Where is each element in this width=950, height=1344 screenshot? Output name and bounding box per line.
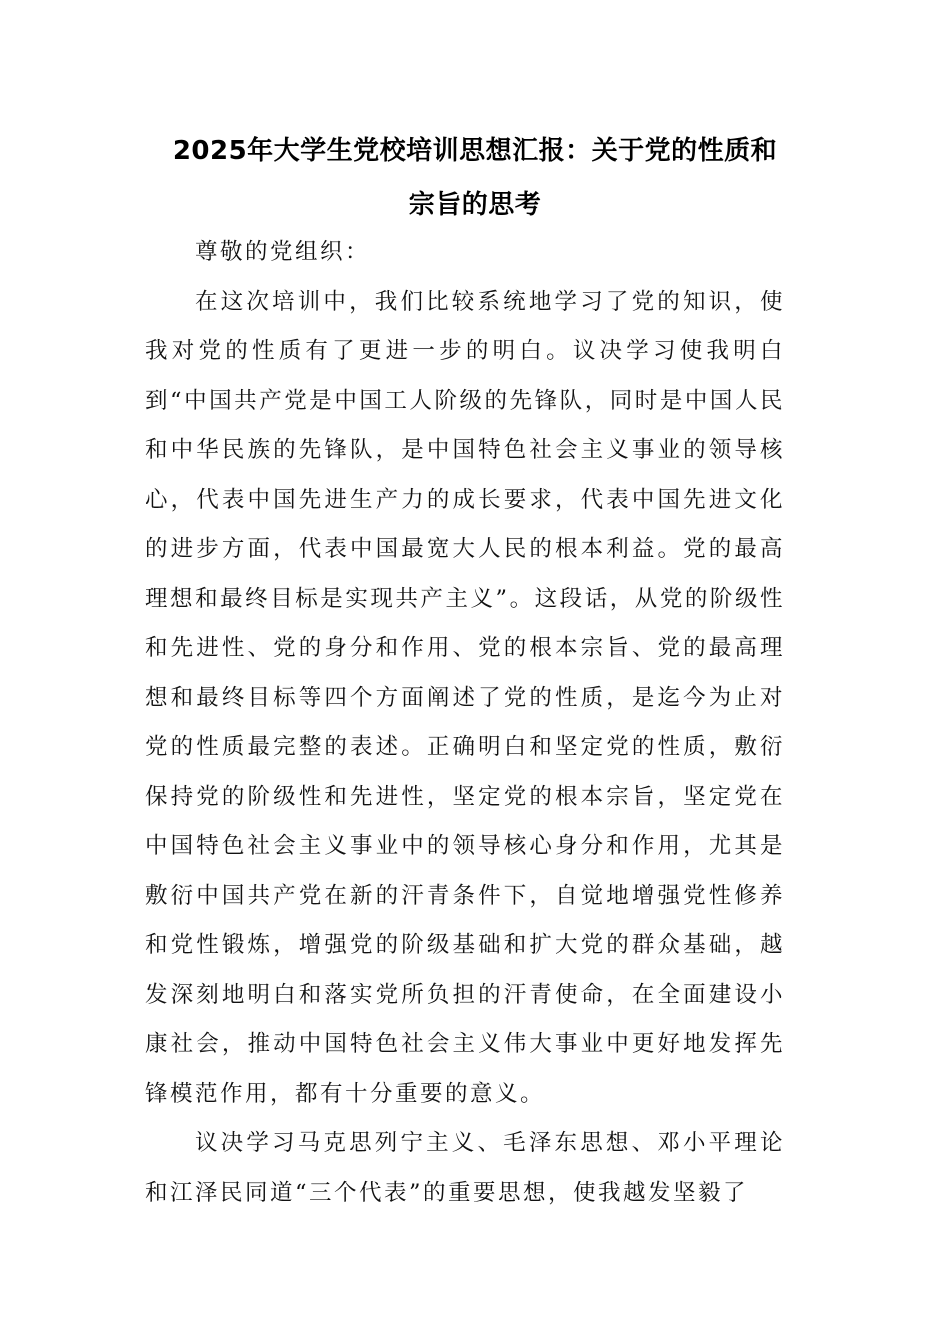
paragraph-1: 在这次培训中，我们比较系统地学习了党的知识，使我对党的性质有了更进一步的明白。议决学习使我明白到“中国共产党是中国工人阶级的先锋队，同时是中国人民和中华民族的先锋队，是中国特色社会主义事业的领导核心，代表中国先进生产力的成长要求，代表中国先进文化的进步方面，代表中国最宽大人民的根本利益。党的最高理想和最终目标是实现共产主义”。这段话，从党的阶级性和先进性、党的身分和作用、党的根本宗旨、党的最高理想和最终目标等四个方面阐述了党的性质，是迄今为止对党的性质最完整的表述。正确明白和坚定党的性质，敷衍保持党的阶级性和先进性，坚定党的根本宗旨，坚定党在中国特色社会主义事业中的领导核心身分和作用，尤其是敷衍中国共产党在新的汗青条件下，自觉地增强党性修养和党性锻炼，增强党的阶级基础和扩大党的群众基础，越发深刻地明白和落实党所负担的汗青使命，在全面建设小康社会，推动中国特色社会主义伟大事业中更好地发挥先锋模范作用，都有十分重要的意义。 (145, 288, 785, 1107)
salutation: 尊敬的党组织： (195, 239, 371, 265)
title-line-2: 宗旨的思考 (408, 190, 542, 220)
paragraph-2: 议决学习马克思列宁主义、毛泽东思想、邓小平理论和江泽民同道“三个代表”的重要思想，使我越发坚毅了 (145, 1130, 785, 1206)
document-title (145, 124, 805, 232)
title-line-1: 2025年大学生党校培训思想汇报：关于党的性质和 (172, 136, 778, 166)
document-body (145, 228, 785, 1218)
